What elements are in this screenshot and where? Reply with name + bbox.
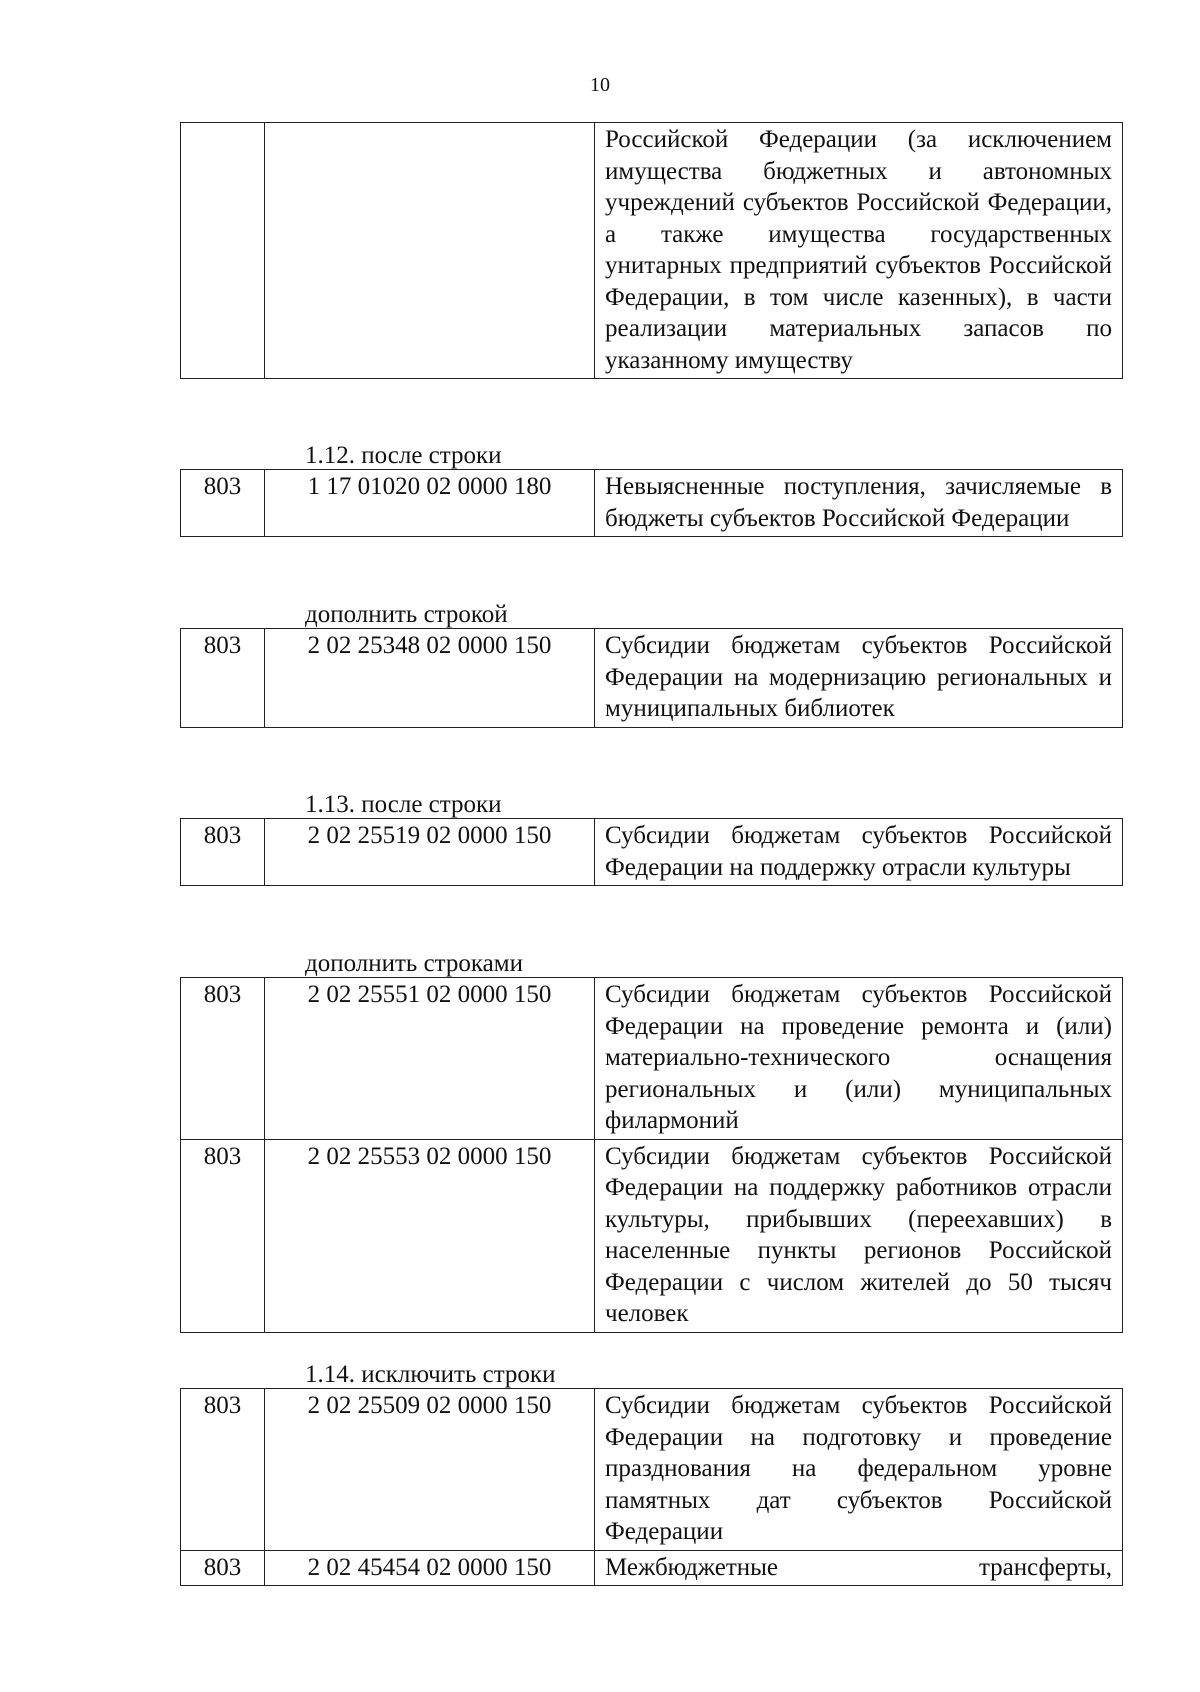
- amendment-table: [180, 1388, 1123, 1586]
- description-cell: Субсидии бюджетам субъектов Российской Федерации на проведение ремонта и (или) материально-технического оснащения региональных и (или) муниципальных филармоний: [595, 978, 1123, 1140]
- continuation-table: [180, 122, 1123, 379]
- kbk-code-cell: 2 02 45454 02 0000 150: [265, 1550, 595, 1586]
- amendment-table: [180, 818, 1123, 886]
- kbk-code-cell: 1 17 01020 02 0000 180: [265, 470, 595, 537]
- section-label: дополнить строками: [305, 950, 523, 977]
- admin-code-cell: 803: [181, 819, 265, 886]
- table-row: [181, 978, 1123, 1140]
- description-cell: Субсидии бюджетам субъектов Российской Федерации на подготовку и проведение празднования на федеральном уровне памятных дат субъектов Российской Федерации: [595, 1389, 1123, 1551]
- table-row: [181, 819, 1123, 886]
- section-label: дополнить строкой: [305, 601, 508, 628]
- kbk-code-cell: 2 02 25553 02 0000 150: [265, 1139, 595, 1332]
- admin-code-cell: 803: [181, 470, 265, 537]
- table-row: [181, 629, 1123, 728]
- kbk-code-cell: [265, 123, 595, 379]
- description-cell: Субсидии бюджетам субъектов Российской Федерации на модернизацию региональных и муниципальных библиотек: [595, 629, 1123, 728]
- page-number: 10: [590, 74, 610, 96]
- description-cell: Российской Федерации (за исключением имущества бюджетных и автономных учреждений субъектов Российской Федерации, а также имущества государственных унитарных предприятий субъектов Российской Федерации, в том числе казенных), в части реализации материальных запасов по указанному имуществу: [595, 123, 1123, 379]
- admin-code-cell: 803: [181, 1389, 265, 1551]
- description-cell: Субсидии бюджетам субъектов Российской Федерации на поддержку отрасли культуры: [595, 819, 1123, 886]
- amendment-table: [180, 628, 1123, 728]
- section-label: 1.14. исключить строки: [305, 1361, 556, 1388]
- table-row: [181, 470, 1123, 537]
- admin-code-cell: 803: [181, 1139, 265, 1332]
- amendment-table: [180, 977, 1123, 1333]
- admin-code-cell: 803: [181, 629, 265, 728]
- admin-code-cell: 803: [181, 1550, 265, 1586]
- section-label: 1.12. после строки: [305, 442, 502, 469]
- kbk-code-cell: 2 02 25551 02 0000 150: [265, 978, 595, 1140]
- section-label: 1.13. после строки: [305, 791, 502, 818]
- admin-code-cell: 803: [181, 978, 265, 1140]
- table-row: [181, 1389, 1123, 1551]
- table-row: [181, 123, 1123, 379]
- description-cell: Невыясненные поступления, зачисляемые в бюджеты субъектов Российской Федерации: [595, 470, 1123, 537]
- admin-code-cell: [181, 123, 265, 379]
- amendment-table: [180, 469, 1123, 537]
- table-row: [181, 1550, 1123, 1586]
- description-cell: Субсидии бюджетам субъектов Российской Федерации на поддержку работников отрасли культуры, прибывших (переехавших) в населенные пункты регионов Российской Федерации с числом жителей до 50 тысяч человек: [595, 1139, 1123, 1332]
- kbk-code-cell: 2 02 25348 02 0000 150: [265, 629, 595, 728]
- kbk-code-cell: 2 02 25509 02 0000 150: [265, 1389, 595, 1551]
- table-row: [181, 1139, 1123, 1332]
- description-cell: Межбюджетные трансферты,: [595, 1550, 1123, 1586]
- kbk-code-cell: 2 02 25519 02 0000 150: [265, 819, 595, 886]
